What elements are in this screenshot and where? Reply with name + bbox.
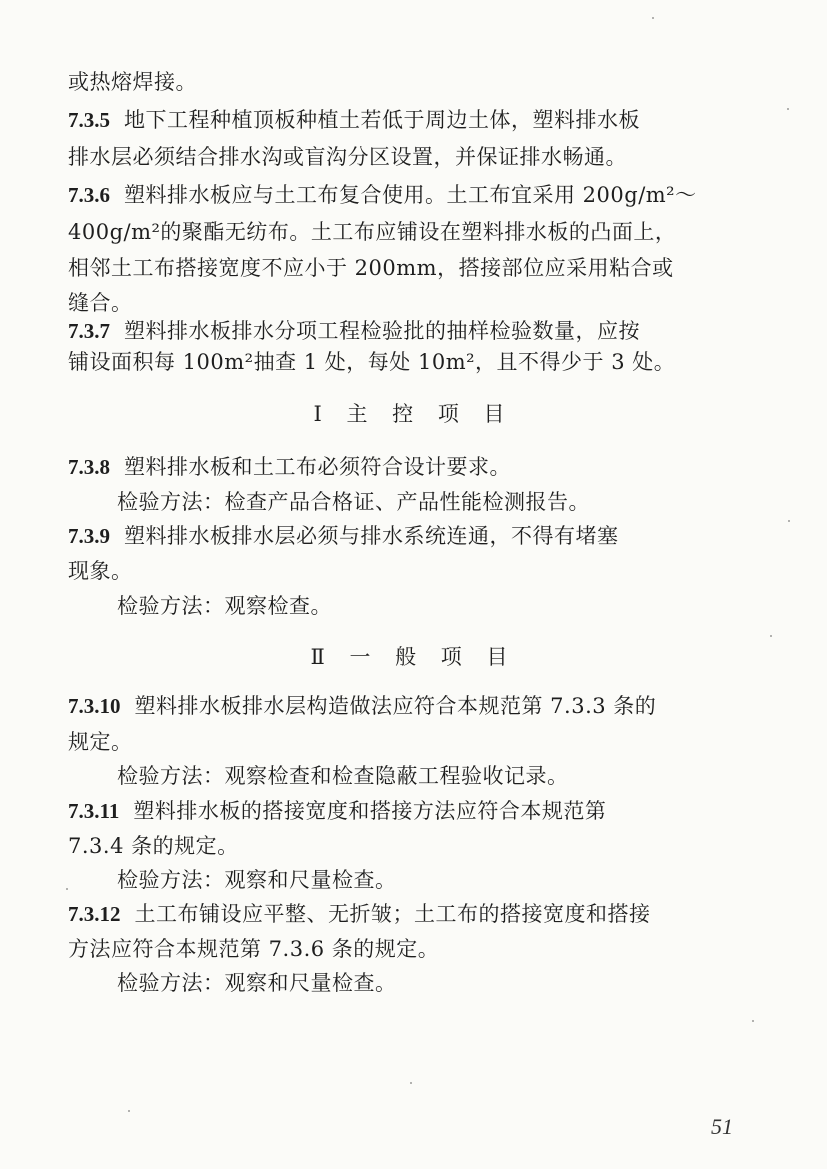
scan-speck (788, 520, 790, 522)
clause-text: 塑料排水板排水层构造做法应符合本规范第 7.3.3 条的 (134, 694, 657, 718)
clause-7-3-6 (68, 181, 768, 209)
clause-7-3-7 (68, 317, 768, 345)
line-text: 铺设面积每 100m²抽查 1 处，每处 10m²，且不得少于 3 处。 (68, 350, 676, 374)
clause-7-3-12 (68, 900, 768, 928)
paragraph-line (68, 728, 768, 756)
section-heading-general: Ⅱ 一 般 项 目 (310, 645, 517, 669)
clause-7-3-11 (68, 797, 768, 825)
inspection-method (117, 592, 817, 620)
line-text: 或热熔焊接。 (68, 70, 197, 94)
clause-number: 7.3.7 (68, 319, 110, 343)
inspection-method (117, 866, 817, 894)
paragraph-line (68, 289, 768, 317)
scan-speck (66, 888, 68, 890)
line-text: 现象。 (68, 559, 133, 583)
scan-speck (770, 635, 772, 637)
line-text: 排水层必须结合排水沟或盲沟分区设置，并保证排水畅通。 (68, 145, 627, 169)
section-heading-main-control: Ⅰ 主 控 项 目 (313, 402, 514, 426)
clause-number: 7.3.10 (68, 694, 121, 718)
clause-number: 7.3.9 (68, 524, 110, 548)
inspection-method (117, 969, 817, 997)
line-text: 7.3.4 条的规定。 (68, 834, 239, 858)
clause-7-3-5 (68, 106, 768, 134)
clause-number: 7.3.12 (68, 902, 121, 926)
line-text: 规定。 (68, 730, 133, 754)
clause-number: 7.3.6 (68, 183, 110, 207)
scan-speck (752, 1020, 754, 1022)
page-number: 51 (711, 1114, 733, 1139)
line-text: 检验方法：观察和尺量检查。 (117, 971, 397, 995)
scan-speck (128, 1110, 130, 1112)
clause-7-3-9 (68, 522, 768, 550)
inspection-method (117, 488, 817, 516)
clause-text: 塑料排水板的搭接宽度和搭接方法应符合本规范第 (133, 799, 607, 823)
paragraph-line (68, 832, 768, 860)
scan-speck (410, 1082, 412, 1084)
clause-7-3-10 (68, 692, 768, 720)
paragraph-line (68, 68, 768, 96)
clause-text: 塑料排水板排水分项工程检验批的抽样检验数量，应按 (124, 319, 640, 343)
paragraph-line (68, 557, 768, 585)
clause-text: 塑料排水板和土工布必须符合设计要求。 (124, 455, 511, 479)
clause-text: 地下工程种植顶板种植土若低于周边土体，塑料排水板 (124, 108, 640, 132)
scan-speck (652, 17, 654, 19)
paragraph-line (68, 218, 768, 246)
clause-text: 塑料排水板应与土工布复合使用。土工布宜采用 200g/m²～ (124, 183, 697, 207)
clause-number: 7.3.8 (68, 455, 110, 479)
paragraph-line (68, 935, 768, 963)
clause-text: 塑料排水板排水层必须与排水系统连通，不得有堵塞 (124, 524, 619, 548)
paragraph-line (68, 348, 768, 376)
line-text: 相邻土工布搭接宽度不应小于 200mm，搭接部位应采用粘合或 (68, 256, 674, 280)
line-text: 检验方法：观察和尺量检查。 (117, 868, 397, 892)
inspection-method (117, 762, 817, 790)
scan-speck (787, 108, 789, 110)
line-text: 方法应符合本规范第 7.3.6 条的规定。 (68, 937, 440, 961)
line-text: 检验方法：观察检查和检查隐蔽工程验收记录。 (117, 764, 569, 788)
paragraph-line (68, 143, 768, 171)
clause-7-3-8 (68, 453, 768, 481)
clause-number: 7.3.5 (68, 108, 110, 132)
line-text: 缝合。 (68, 291, 133, 315)
line-text: 检验方法：检查产品合格证、产品性能检测报告。 (117, 490, 590, 514)
line-text: 检验方法：观察检查。 (117, 594, 332, 618)
clause-text: 土工布铺设应平整、无折皱；土工布的搭接宽度和搭接 (134, 902, 651, 926)
line-text: 400g/m²的聚酯无纺布。土工布应铺设在塑料排水板的凸面上， (68, 220, 677, 244)
paragraph-line (68, 254, 768, 282)
clause-number: 7.3.11 (68, 799, 120, 823)
